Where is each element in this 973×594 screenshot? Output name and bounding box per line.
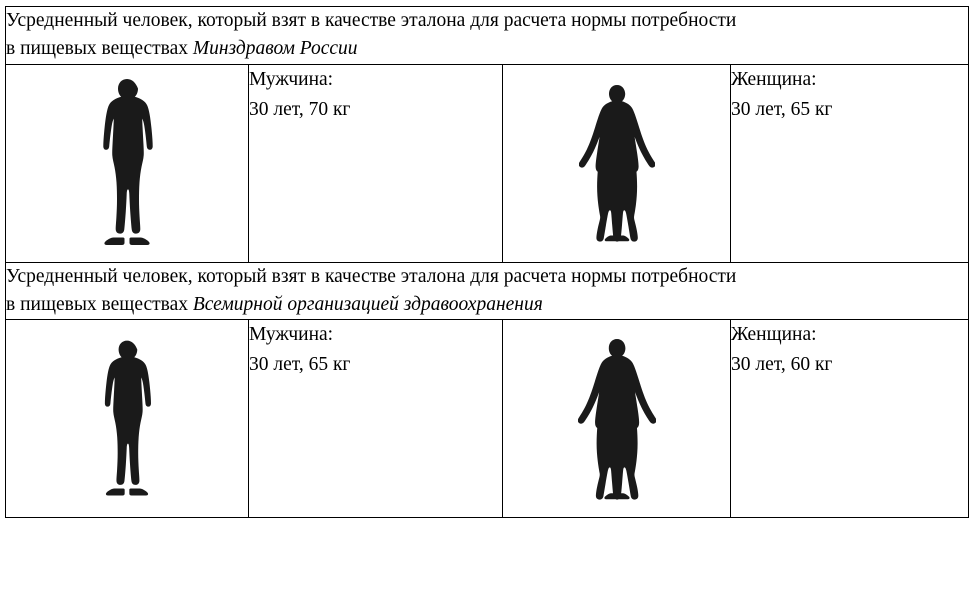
female-label-details: 30 лет, 65 кг xyxy=(731,98,833,120)
reference-person-table xyxy=(5,6,969,518)
female-silhouette-icon xyxy=(503,65,730,262)
female-label-title: Женщина: xyxy=(731,324,817,346)
table-row xyxy=(6,7,969,65)
section-caption-who xyxy=(6,262,969,320)
caption-line-2 xyxy=(6,35,968,63)
female-label-cell-minzdrav xyxy=(731,64,969,262)
male-silhouette-icon xyxy=(6,65,248,262)
male-label-details: 30 лет, 70 кг xyxy=(249,98,351,120)
female-label-title: Женщина: xyxy=(731,68,817,90)
caption-line-1: Усредненный человек, который взят в качестве эталона для расчета нормы потребности xyxy=(6,10,737,31)
caption-emphasis: Минздравом России xyxy=(192,38,358,60)
section-caption-minzdrav xyxy=(6,7,969,65)
female-label-details: 30 лет, 60 кг xyxy=(731,354,833,376)
caption-line-2 xyxy=(6,291,968,319)
caption-emphasis: Всемирной организацией здравоохранения xyxy=(192,293,543,315)
male-label-title: Мужчина: xyxy=(249,68,334,90)
male-figure-cell-who xyxy=(6,320,249,518)
male-figure-cell-minzdrav xyxy=(6,64,249,262)
female-figure-cell-minzdrav xyxy=(503,64,731,262)
male-label-title: Мужчина: xyxy=(249,324,334,346)
caption-prefix: в пищевых веществах xyxy=(6,293,193,315)
male-label-cell-minzdrav xyxy=(249,64,503,262)
caption-prefix: в пищевых веществах xyxy=(6,38,193,60)
caption-line-1: Усредненный человек, который взят в качестве эталона для расчета нормы потребности xyxy=(6,265,737,287)
female-silhouette-icon xyxy=(503,320,730,517)
table-row xyxy=(6,64,969,262)
table-row xyxy=(6,262,969,320)
document-page xyxy=(0,6,973,594)
female-label-cell-who xyxy=(731,320,969,518)
male-label-details: 30 лет, 65 кг xyxy=(249,354,351,376)
male-silhouette-icon xyxy=(6,320,248,517)
table-row xyxy=(6,320,969,518)
female-figure-cell-who xyxy=(503,320,731,518)
male-label-cell-who xyxy=(249,320,503,518)
